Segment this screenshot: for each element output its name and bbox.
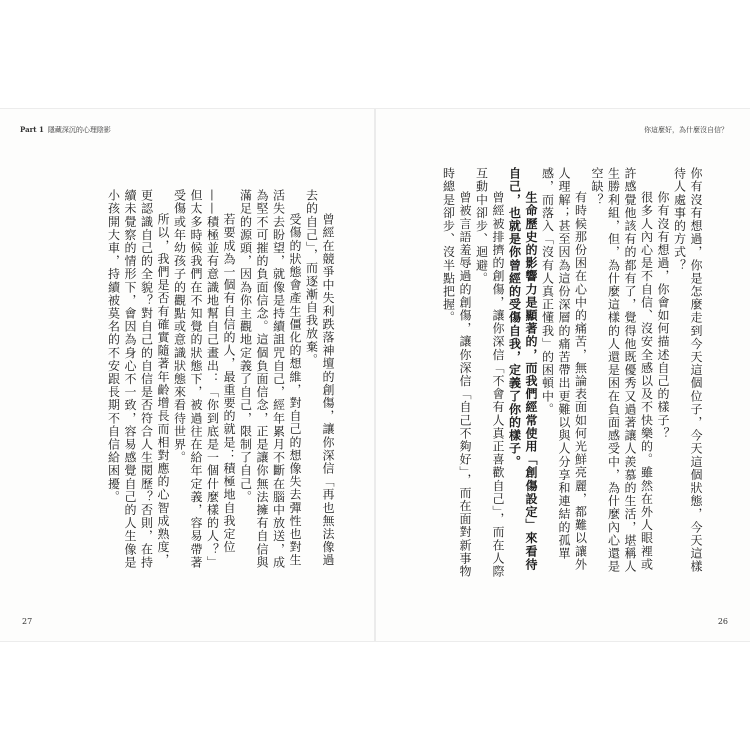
left-page-body [36, 189, 336, 577]
page-number-left: 27 [22, 617, 33, 626]
page-number-right: 26 [717, 617, 728, 626]
paragraph: 你有沒有想過，你是怎麼走到今天這個位子，今天這個狀態，今天這樣待人處事的方式？ [672, 167, 703, 574]
chapter-title: 隱藏深沉的心理陰影 [47, 126, 111, 134]
right-page-body [424, 167, 704, 579]
part-label: Part 1 [20, 125, 44, 134]
book-spread [0, 108, 750, 642]
running-header-right: 你這麼好，為什麼沒自信？ [644, 126, 728, 134]
paragraph: 受傷的狀態會產生僵化的想維，對自己的想像失去彈性也對生活失去盼望，就像是持續詛咒自己，經年累月不斷在腦中放送，成為堅不可摧的負面信念。這個負面信念，正是讓你無法擁有自信與滿足的源頭，因為你主觀地定義了自己，限制了自己。 [238, 189, 302, 569]
paragraph: 曾經被排擠的創傷，讓你深信「不會有人真正喜歡自己」，而在人際互動中卻步、迴避。 [474, 167, 505, 578]
paragraph: 你有沒有想過，你會如何描述自己的樣子？ [656, 191, 670, 440]
bold-paragraph: 生命歷史的影響力是顯著的，而我們經常使用「創傷設定」來看待自己，也就是你曾經的受傷自我，定義了你的樣子。 [507, 167, 538, 571]
paragraph: 有時候那份困在心中的痛苦，無論表面如何光鮮亮麗，都難以讓外人理解；甚至因為這份深層的痛苦帶出更難以與人分享和連結的孤單感，而落入「沒有人真正懂我」的困頓中。 [540, 167, 588, 571]
paragraph: 所以，我們是否有確實隨著年齡增長而相對應的心智成熟度，更認識自己的全貌？對自己的自信是否符合人生閱歷？否則，在持續未覺察的情形下，會因為身心不一致，容易感覺自己的人生像是小孩開大車，持續被莫名的不安跟長期不自信給困擾。 [106, 189, 170, 569]
page-gutter [374, 109, 376, 641]
paragraph: 曾經在競爭中失利跌落神壇的創傷，讓你深信「再也無法像過去的自己」，而逐漸自我放棄。 [304, 189, 335, 567]
running-header-left [20, 125, 111, 135]
paragraph: 若要成為一個有自信的人，最重要的就是：積極地自我定位——積極並有意識地幫自己畫出：「你到底是一個什麼樣的人？」但太多時候我們在不知覺的狀態下，被過往在給年定義，容易帶著受傷或年幼孩子的觀點或意識狀態來看待世界。 [172, 189, 236, 569]
paragraph: 很多人內心是不自信、沒安全感以及不快樂的。雖然在外人眼裡或許感覺他該有的都有了，覺得他既優秀又過著讓人羨慕的生活，堪稱人生勝利組，但，為什麼這樣的人還是困在負面感受中，為什麼內心還是空缺？ [590, 167, 654, 574]
paragraph: 曾被言語羞辱過的創傷，讓你深信「自己不夠好」，而在面對新事物時總是卻步、沒半點把握。 [441, 167, 472, 578]
